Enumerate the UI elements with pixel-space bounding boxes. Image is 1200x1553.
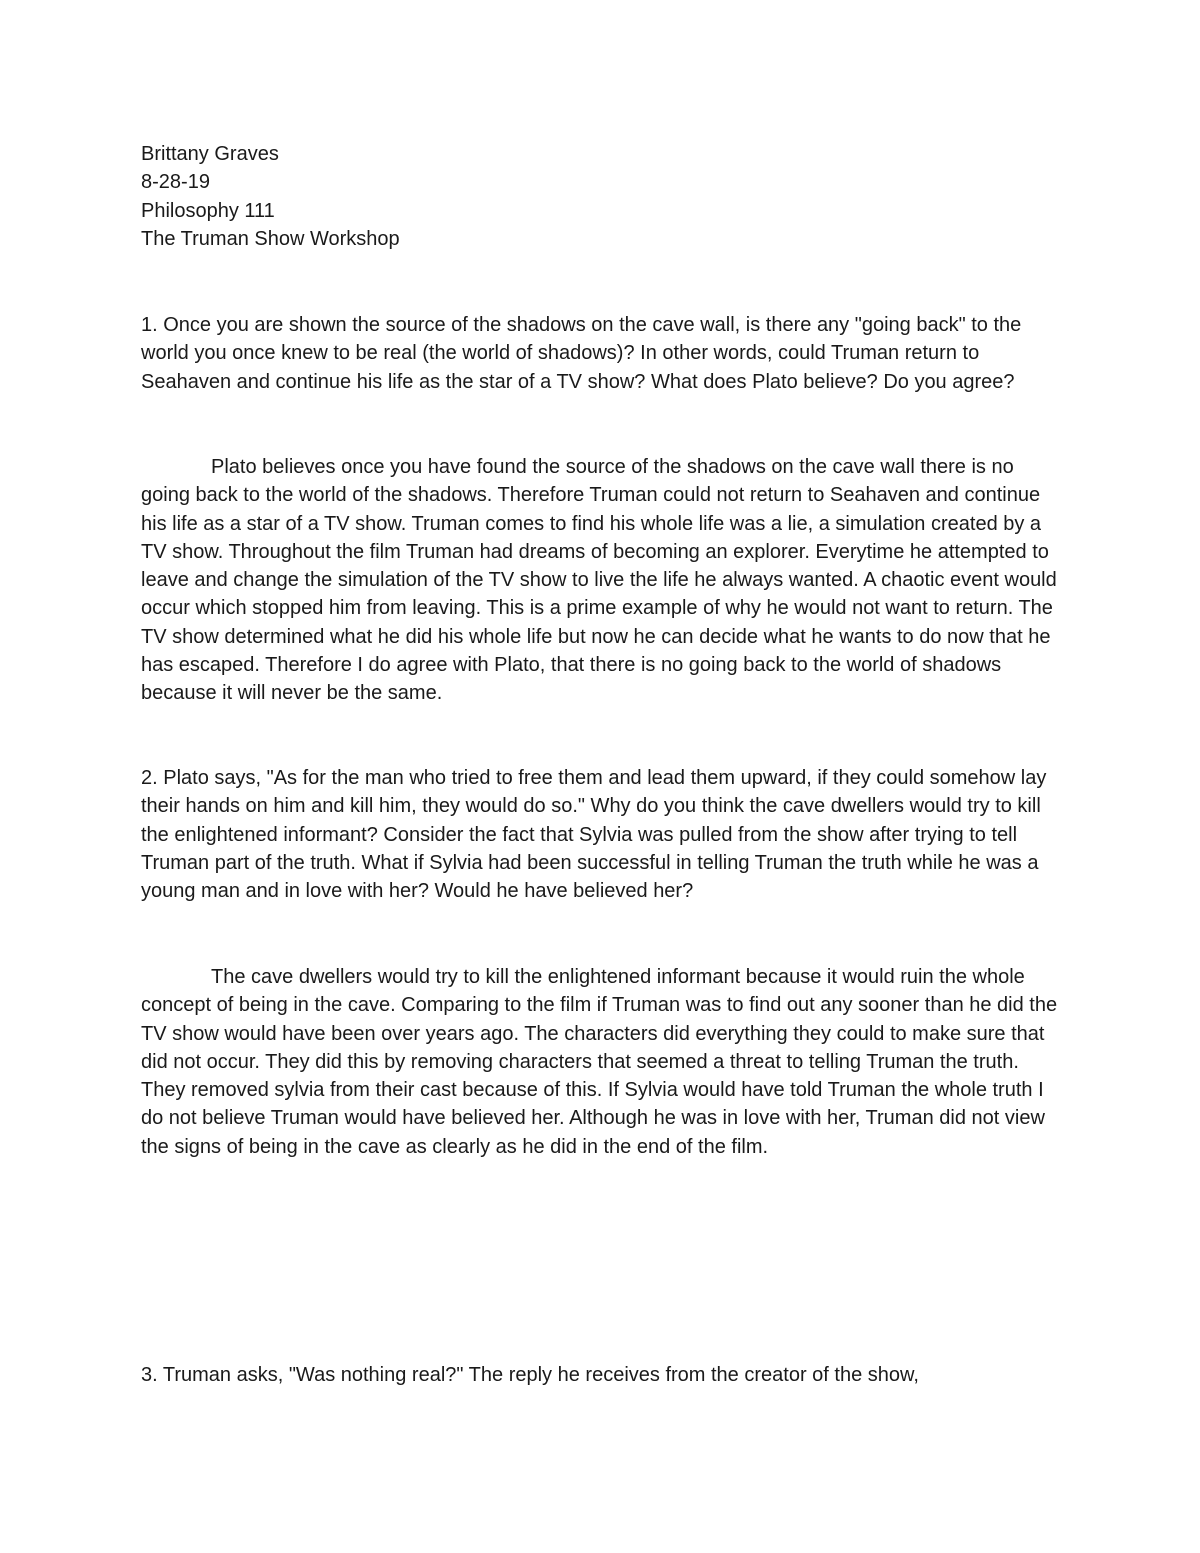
document-header — [141, 140, 1066, 253]
question-3: 3. Truman asks, "Was nothing real?" The reply he receives from the creator of the show, — [141, 1364, 919, 1386]
document-date: 8-28-19 — [141, 171, 210, 194]
document-title: The Truman Show Workshop — [141, 227, 400, 250]
question-1: 1. Once you are shown the source of the shadows on the cave wall, is there any "going back" to the world you once knew to be real (the world of shadows)? In other words, could Truman return to Seahaven and continue his life as the star of a TV show? What does Plato believe? Do you agree? — [141, 314, 1022, 393]
answer-1: Plato believes once you have found the source of the shadows on the cave wall there is no going back to the world of the shadows. Therefore Truman could not return to Seahaven and continue his life as a star of a TV show. Truman comes to find his whole life was a lie, a simulation created by a TV show. Throughout the film Truman had dreams of becoming an explorer. Everytime he attempted to leave and change the simulation of the TV show to live the life he always wanted. A chaotic event would occur which stopped him from leaving. This is a prime example of why he would not want to return. The TV show determined what he did his whole life but now he can decide what he wants to do now that he has escaped. Therefore I do agree with Plato, that there is no going back to the world of shadows because it will never be the same. — [141, 456, 1057, 705]
course-name: Philosophy 111 — [141, 199, 275, 222]
question-2: 2. Plato says, "As for the man who tried to free them and lead them upward, if they could somehow lay their hands on him and kill him, they would do so." Why do you think the cave dwellers would try to kill the enlightened informant? Consider the fact that Sylvia was pulled from the show after trying to tell Truman part of the truth. What if Sylvia had been successful in telling Truman the truth while he was a young man and in love with her? Would he have believed her? — [141, 767, 1047, 903]
author-name: Brittany Graves — [141, 143, 279, 165]
answer-2: The cave dwellers would try to kill the enlightened informant because it would ruin the whole concept of being in the cave. Comparing to the film if Truman was to find out any sooner than he did the TV show would have been over years ago. The characters did everything they could to make sure that did not occur. They did this by removing characters that seemed a threat to telling Truman the truth. They removed sylvia from their cast because of this. If Sylvia would have told Truman the whole truth I do not believe Truman would have believed her. Although he was in love with her, Truman did not view the signs of being in the cave as clearly as he did in the end of the film. — [141, 966, 1058, 1158]
